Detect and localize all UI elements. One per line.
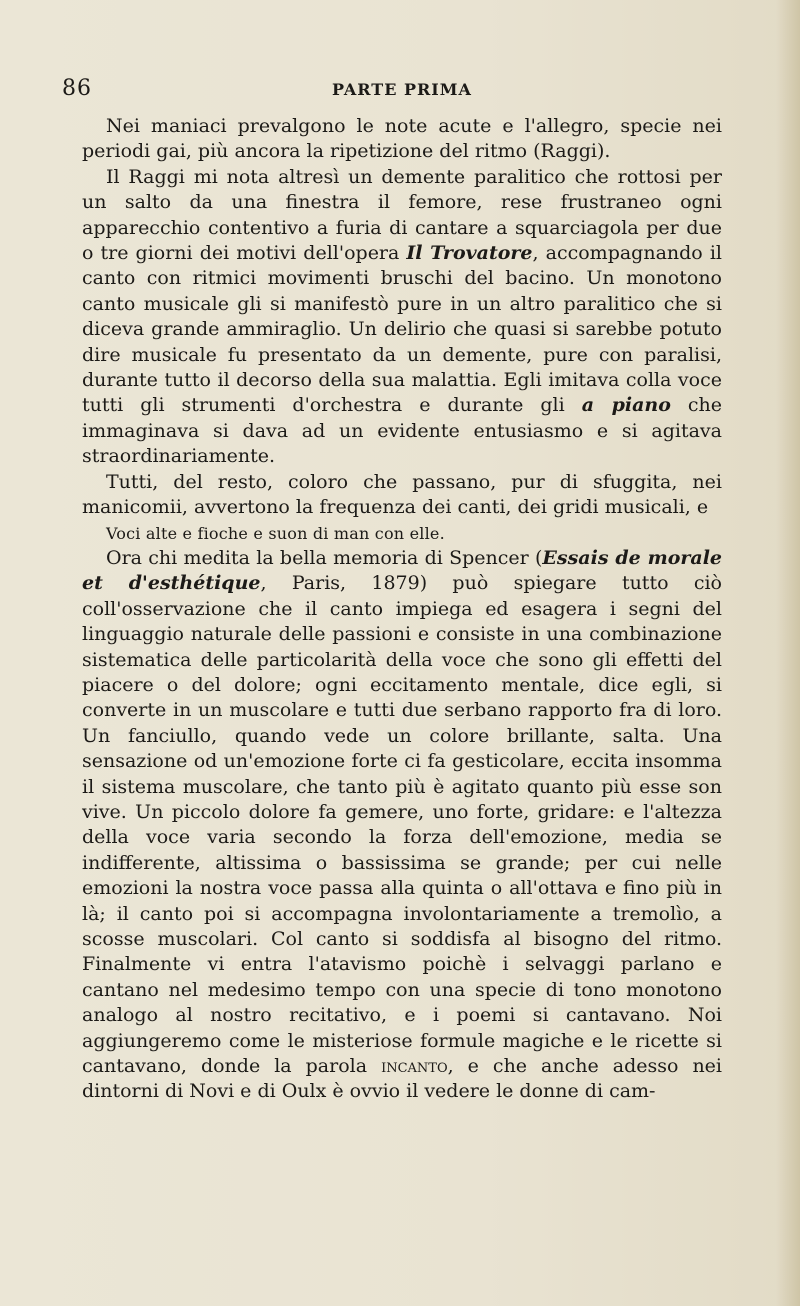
running-title: PARTE PRIMA — [332, 80, 472, 99]
paragraph-4-text-c: , e che anche adesso nei dintorni di Novi e di Oulx è ovvio il vedere le donne di cam- — [82, 1055, 722, 1103]
paragraph-4 — [82, 546, 722, 1105]
paragraph-1: Nei maniaci prevalgono le note acute e l'allegro, specie nei periodi gai, più ancora la ripetizione del ritmo (Raggi). — [82, 115, 722, 163]
paragraph-3: Tutti, del resto, coloro che passano, pur di sfuggita, nei manicomii, avvertono la frequenza dei canti, dei gridi musicali, e — [82, 470, 722, 519]
paragraph-2-text-b: , accompagnando il canto con ritmici movimenti bruschi del bacino. Un monotono canto musicale gli si manifestò pure in un altro paralitico che si diceva grande ammiraglio. Un delirio che quasi si sarebbe potuto dire musicale fu presentato da un demente, pure con paralisi, durante tutto il decorso della sua malattia. Egli imitava colla voce tutti gli strumenti d'orchestra e durante gli — [82, 242, 722, 417]
body-text — [82, 114, 722, 1105]
paragraph-4-text-a: Ora chi medita la bella memoria di Spencer ( — [106, 546, 543, 569]
paragraph-2 — [82, 165, 722, 470]
verse-quote: Voci alte e fioche e suon di man con elle. — [106, 523, 445, 543]
book-title: Essais de morale et d'esthétique — [82, 546, 723, 595]
smallcaps-word: incanto — [381, 1055, 448, 1078]
page-header — [62, 76, 762, 104]
paragraph-2-text-a: Il Raggi mi nota altresì un demente paralitico che rottosi per un salto da una finestra il femore, rese frustraneo ogni apparecchio contentivo a furia di cantare a squarciagola per due o tre giorni dei motivi dell'opera — [82, 165, 722, 265]
paragraph-2-text-c: che immaginava si dava ad un evidente entusiasmo e si agitava straordinariamente. — [82, 394, 722, 468]
musical-term: a piano — [581, 394, 671, 417]
paragraph-4-text-b: , Paris, 1879) può spiegare tutto ciò coll'osservazione che il canto impiega ed esagera i segni del linguaggio naturale delle passioni e consiste in una combinazione sistematica delle particolarità della voce che sono gli effetti del piacere o del dolore; ogni eccitamento mentale, dice egli, si converte in un muscolare e tutti due serbano rapporto fra di loro. Un fanciullo, quando vede un colore brillante, salta. Una sensazione od un'emozione forte ci fa gesticolare, eccita insomma il sistema muscolare, che tanto più è agitato quanto più esse son vive. Un piccolo dolore fa gemere, uno forte, gridare: e l'altezza della voce varia secondo la forza dell'emozione, media se indifferente, altissima o bassissima se grande; per cui nelle emozioni la nostra voce passa alla quinta o all'ottava e fino più in là; il canto poi si accompagna involontariamente a tremolìo, a scosse muscolari. Col canto si soddisfa al bisogno del ritmo. Finalmente vi entra l'atavismo poichè i selvaggi parlano e cantano nel medesimo tempo con una specie di tono monotono analogo al nostro recitativo, e i poemi si cantavano. Noi aggiungeremo come le misteriose formule magiche e le ricette si cantavano, donde la parola — [82, 572, 722, 1078]
opera-title: Il Trovatore — [406, 242, 533, 265]
page-number: 86 — [62, 76, 92, 101]
